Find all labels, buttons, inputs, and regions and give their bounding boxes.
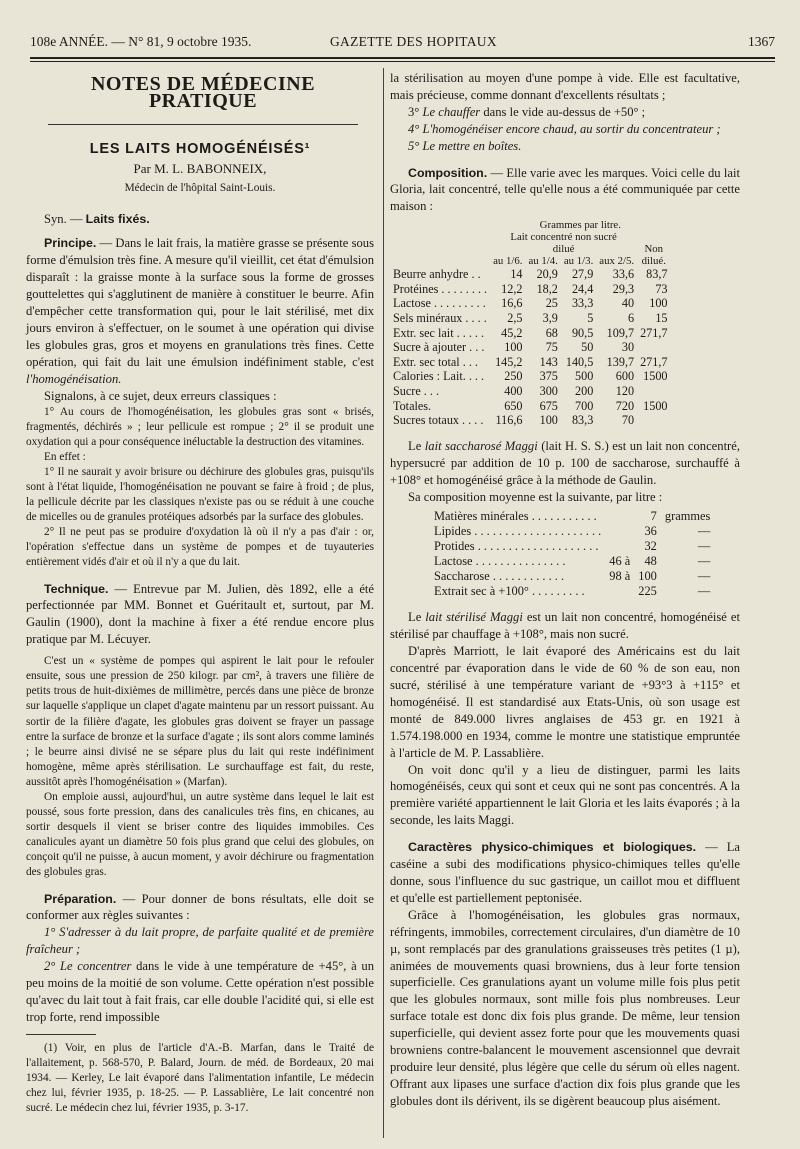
table-cell: 2,5 bbox=[507, 311, 523, 326]
table-cell: 36 bbox=[644, 524, 657, 539]
row-label: Saccharose . . . . . . . . . . . . bbox=[434, 569, 565, 584]
signalons-paragraph: Signalons, à ce sujet, deux erreurs classiques : bbox=[44, 388, 277, 403]
table-cell: 75 bbox=[545, 340, 558, 355]
table-cell: 200 bbox=[575, 384, 594, 398]
table-row bbox=[390, 413, 671, 428]
quote-paragraph: C'est un « système de pompes qui aspirent le lait pour le refouler ensuite, sous une pression de 250 kilogr. par cm², à travers une filière de petits trous de huit-dixièmes de millimètre, percés dans une pièce de bronze sur laquelle s'applique un clapet d'agate maintenu par un ressort puissant. Au sortir de la filière d'agate, les globules gras doivent se frayer un passage entre la surface de bronze et la surface d'agate ; ils sont alors comme laminés ; le beurre ainsi divisé ne se sépare plus du lait qui reste indéfiniment homogène, même après stérilisation. Le surchauffage est fait, du reste, aussitôt après l'homogénéisation » (Marfan). bbox=[26, 655, 374, 788]
step-4: 4° L'homogénéiser encore chaud, au sortir du concentrateur ; bbox=[408, 121, 721, 136]
table-cell: 271,7 bbox=[640, 325, 668, 340]
on-emploie-paragraph: On emploie aussi, aujourd'hui, un autre système dans lequel le lait est poussé, sous forte pression, dans des canalicules très fins, en chicanes, au sortir desquels il vient se briser contre des liquides immobiles. Ces canalicules ayant un diamètre 50 fois plus grand que celui des globules, on conçoit qu'il ne puisse, à aucun moment, y avoir déchirure ou fragmentation des globules gras. bbox=[26, 791, 374, 879]
row-label: Sels minéraux . . . . bbox=[393, 311, 487, 326]
table-cell: — bbox=[697, 524, 711, 539]
table-cell: 100 bbox=[638, 569, 657, 584]
table-cell: 225 bbox=[638, 584, 657, 599]
table-cell: 98 à bbox=[609, 569, 631, 584]
marriott-paragraph: D'après Marriott, le lait évaporé des Américains est du lait concentré par évaporation dans le vide de 60 % de son eau, non sucré, stérilisé à une température variant de +93°3 à +115° et homogénéisé. Il est standardisé aux Etats-Unis, où son usage est monté de 849.000 livres anglaises de 453 gr. en 1921 à 1.574.198.000 en 1934, comme le montre une statistique empruntée à l'article de M. P. Lassablière. bbox=[390, 644, 740, 760]
table-cell: 675 bbox=[539, 398, 558, 413]
sterilise-paragraph: Le lait stérilisé Maggi est un lait non concentré, homogénéisé et stérilisé par chauffage à +108°, mais non sucré. bbox=[390, 610, 740, 642]
table-cell: 109,7 bbox=[606, 325, 635, 340]
section-title: NOTES DE MÉDECINE PRATIQUE bbox=[48, 76, 358, 125]
table-cell bbox=[605, 584, 634, 599]
table-cell: 139,7 bbox=[606, 354, 635, 369]
table-cell: 24,4 bbox=[571, 281, 594, 296]
table-cell: 120 bbox=[615, 384, 635, 398]
table-grams-header: Grammes par litre. bbox=[539, 219, 621, 232]
table-cell: 27,9 bbox=[571, 267, 594, 282]
table-cell: 12,2 bbox=[501, 281, 523, 296]
table-row bbox=[430, 539, 714, 554]
table-group-header: Lait concentré non sucré bbox=[510, 231, 617, 244]
row-label: Lipides . . . . . . . . . . . . . . . . . . . . . bbox=[434, 524, 602, 539]
table-cell: 116,6 bbox=[495, 413, 523, 428]
author-affiliation: Médecin de l'hôpital Saint-Louis. bbox=[124, 181, 276, 194]
table-cell: 5 bbox=[587, 311, 594, 326]
maggi-paragraph: Le lait saccharosé Maggi (lait H. S. S.) est un lait non concentré, hypersucré par addition de 10 p. 100 de saccharose, surchauffé à +108° et homogénéisé grâce à la méthode de Gaulin. bbox=[390, 438, 740, 487]
table-cell: 500 bbox=[575, 369, 594, 384]
table-cell: 45,2 bbox=[501, 325, 523, 340]
table-cell: 14 bbox=[510, 267, 523, 282]
table-cell bbox=[637, 340, 670, 355]
footnote: (1) Voir, en plus de l'article d'A.-B. Marfan, dans le Traité de l'allaitement, p. 568-570, P. Balard, Journ. de méd. de Bordeaux, 20 mai 1934. — Kerley, Le lait évaporé dans l'alimentation infantile, Le médecin chez lui, février 1935, p. 18-25. — P. Lassablière, Le lait concentré non sucré. Le médecin chez lui, février 1935, p. 3-17. bbox=[26, 1041, 374, 1115]
table-cell: 600 bbox=[615, 369, 635, 384]
on-voit-paragraph: On voit donc qu'il y a lieu de distinguer, parmi les laits homogénéisés, ceux qui sont et ceux qui ne sont pas concentrés. A la première variété appartiennent le lait Gloria et les laits évaporés ; à la seconde, les laits Maggi. bbox=[390, 762, 740, 828]
row-label: Extr. sec total . . . bbox=[393, 354, 478, 369]
en-effet-line: En effet : bbox=[44, 450, 86, 463]
table-cell: 720 bbox=[615, 398, 635, 413]
header-rule-thin bbox=[30, 61, 775, 62]
table-cell: — bbox=[697, 539, 711, 554]
table-nondilue-1: Non bbox=[644, 243, 664, 256]
composition-paragraph: Composition. — Elle varie avec les marques. Voici celle du lait Gloria, lait concentré, telle qu'elle nous a été communiquée par cette maison : bbox=[390, 165, 740, 214]
table-cell: 48 bbox=[644, 554, 657, 569]
table-col-header: au 1/4. bbox=[528, 255, 558, 268]
table-cell: 300 bbox=[539, 384, 558, 398]
left-column bbox=[26, 70, 374, 1116]
issue-info: 108e ANNÉE. — N° 81, 9 octobre 1935. bbox=[30, 34, 252, 49]
table-cell bbox=[637, 413, 670, 428]
table-cell: 375 bbox=[539, 369, 558, 384]
header-rule bbox=[30, 57, 775, 59]
table-cell: 30 bbox=[621, 340, 635, 355]
table-cell: 145,2 bbox=[495, 354, 523, 369]
table-row bbox=[430, 524, 714, 539]
table-row bbox=[390, 311, 671, 326]
row-label: Beurre anhydre . . bbox=[393, 267, 481, 282]
row-label: Lactose . . . . . . . . . . . . . . . bbox=[434, 554, 566, 569]
right-column bbox=[390, 70, 740, 1110]
table-cell: 73 bbox=[655, 281, 668, 296]
continuation-paragraph: la stérilisation au moyen d'une pompe à vide. Elle est facultative, mais précieuse, comme donnant d'excellents résultats ; bbox=[390, 71, 740, 102]
table-row bbox=[390, 326, 671, 341]
table-cell: 1500 bbox=[643, 369, 668, 384]
table-cell bbox=[637, 384, 670, 399]
grace-paragraph: Grâce à l'homogénéisation, les globules gras normaux, réfringents, immobiles, correctement circulaires, d'un diamètre de 10 µ, sont remplacés par des granulations graisseuses très petites (1 µ), animées de mouvements quasi browniens, dus à leur forte tension superficielle. Ces granulations ayant un volume mille fois plus petit que les globules normaux, sont mille fois plus nombreuses. Leur surface totale est donc dix fois plus grande. De même, leur tension superficielle, qui devient assez forte pour que les mouvements quasi browniens contre-balancent le mouvement ascensionnel que devrait produire leur densité, plus légère que celle du sérum où elles nagent. Offrant aux lipases une surface d'action dix fois plus grande que les globules dont ils dérivent, ils se digèrent beaucoup plus aisément. bbox=[390, 907, 740, 1108]
caracteres-paragraph: Caractères physico-chimiques et biologiques. — La caséine a subi des modifications physico-chimiques telles qu'elle donne, sous l'influence du suc gastrique, un caillot mou et diffluent et qu'elle est partiellement peptonisée. bbox=[390, 840, 740, 905]
step-5: 5° Le mettre en boîtes. bbox=[408, 138, 522, 153]
row-label: Extr. sec lait . . . . . bbox=[393, 325, 485, 340]
table-row bbox=[390, 384, 671, 399]
table-cell: 1500 bbox=[643, 398, 668, 413]
synonym-line: Syn. — Laits fixés. bbox=[44, 211, 150, 226]
table-cell: 50 bbox=[581, 340, 594, 355]
table-cell: 68 bbox=[545, 325, 558, 340]
table-row bbox=[430, 509, 714, 524]
table-row bbox=[430, 569, 714, 584]
table-cell: 83,7 bbox=[646, 267, 668, 282]
table-cell: 3,9 bbox=[542, 311, 558, 326]
running-header bbox=[30, 34, 775, 52]
row-label: Sucre . . . bbox=[393, 384, 440, 398]
table-cell: 33,6 bbox=[612, 267, 635, 282]
table-row bbox=[390, 399, 671, 414]
composition-table-body bbox=[390, 267, 671, 428]
table-cell: 33,3 bbox=[571, 296, 594, 311]
row-label: Sucres totaux . . . . bbox=[393, 413, 484, 428]
preparation-paragraph: Préparation. — Pour donner de bons résultats, elle doit se conformer aux règles suivantes : bbox=[26, 891, 374, 923]
prep-step-2: 2° Le concentrer dans le vide à une température de +45°, à un peu moins de la moitié de son volume. Cette opération n'est possible qu'avec du lait tout à fait frais, car elle double l'acidité qui, si elle est trop forte, rend impossible bbox=[26, 959, 374, 1024]
table-cell: 16,6 bbox=[501, 296, 523, 311]
table-cell: 18,2 bbox=[536, 281, 558, 296]
table-cell: 271,7 bbox=[640, 354, 668, 369]
table-cell: 25 bbox=[545, 296, 558, 311]
table-cell: 40 bbox=[621, 296, 635, 311]
table-cell: 20,9 bbox=[536, 267, 558, 282]
page-number: 1367 bbox=[748, 34, 775, 49]
table-cell: 650 bbox=[504, 398, 523, 413]
table-cell: 143 bbox=[539, 354, 558, 369]
error-paragraph: 1° Au cours de l'homogénéisation, les globules gras sont « brisés, fragmentés, déchirés » ; leur pellicule est rompue ; 2° il se produit une oxydation qui a pour conséquence inéluctable la destruction des vitamines. bbox=[26, 405, 374, 448]
column-divider bbox=[383, 68, 384, 1138]
row-label: Sucre à ajouter . . . bbox=[393, 340, 485, 355]
table-row bbox=[430, 584, 714, 599]
maggi-composition-table bbox=[430, 509, 714, 599]
article-author: Par M. L. BABONNEIX, bbox=[133, 160, 267, 176]
table-cell: — bbox=[697, 569, 711, 584]
table-dilue-header: dilué bbox=[552, 243, 575, 256]
table-cell bbox=[605, 509, 634, 524]
table-cell bbox=[605, 524, 634, 539]
row-label: Calories : Lait. . . . bbox=[393, 369, 485, 384]
table-row bbox=[390, 296, 671, 311]
table-nondilue-2: dilué. bbox=[641, 255, 666, 268]
section-header bbox=[48, 73, 358, 125]
composition-moyenne: Sa composition moyenne est la suivante, par litre : bbox=[408, 489, 663, 504]
table-cell: 100 bbox=[649, 296, 668, 311]
table-cell: 90,5 bbox=[571, 325, 594, 340]
table-cell: — bbox=[697, 554, 711, 569]
principe-paragraph: Principe. — Dans le lait frais, la matière grasse se présente sous forme d'émulsion très fine. A mesure qu'il vieillit, cet état d'émulsion disparaît : la graisse monte à la surface sous la forme de grosses gouttelettes qui s'agglutinent de manière à constituer le beurre. Afin d'empêcher cette transformation qui, pour le lait stérilisé, met dix jours environ à s'effectuer, on le soumet à une opération qui divise les globules gras, gros et moyens en granulations très fines. Cette opération, qui fait du lait une émulsion indéfiniment stable, c'est l'homogénéisation. bbox=[26, 236, 374, 386]
row-label: Protéines . . . . . . . . bbox=[393, 281, 488, 296]
prep-step-1: 1° S'adresser à du lait propre, de parfaite qualité et de première fraîcheur ; bbox=[26, 925, 374, 957]
table-row bbox=[390, 369, 671, 384]
table-cell: 32 bbox=[644, 539, 657, 554]
effet-point-2: 2° Il ne peut pas se produire d'oxydation là où il n'y a pas d'air : or, l'opération s'effectue dans un système de pompes et de tuyauteries entièrement vidés d'air et où il n'y a que du lait. bbox=[26, 526, 374, 569]
table-cell: 700 bbox=[575, 398, 594, 413]
table-cell: 100 bbox=[539, 413, 558, 428]
table-row bbox=[430, 554, 714, 569]
row-label: Extrait sec à +100° . . . . . . . . . bbox=[434, 584, 585, 599]
step-3: 3° Le chauffer dans le vide au-dessus de +50° ; bbox=[408, 104, 646, 119]
table-row bbox=[390, 282, 671, 297]
journal-name: GAZETTE DES HOPITAUX bbox=[330, 34, 497, 49]
table-cell: 70 bbox=[621, 413, 635, 428]
table-row bbox=[390, 267, 671, 282]
table-cell: 400 bbox=[504, 384, 523, 398]
table-cell: 6 bbox=[627, 311, 635, 326]
composition-table bbox=[390, 219, 671, 428]
table-cell: 100 bbox=[504, 340, 523, 355]
table-cell: grammes bbox=[664, 509, 711, 524]
table-cell: — bbox=[697, 584, 711, 599]
row-label: Matières minérales . . . . . . . . . . . bbox=[434, 509, 597, 524]
table-row bbox=[390, 340, 671, 355]
table-cell: 29,3 bbox=[612, 281, 635, 296]
table-col-header: au 1/6. bbox=[493, 255, 523, 268]
table-row bbox=[390, 355, 671, 370]
table-col-header: au 1/3. bbox=[563, 255, 594, 268]
table-cell: 46 à bbox=[609, 554, 631, 569]
footnote-rule bbox=[26, 1034, 96, 1035]
table-cell: 15 bbox=[655, 311, 668, 326]
technique-paragraph: Technique. — Entrevue par M. Julien, dès 1892, elle a été perfectionnée par MM. Bonnet et Guéritault et, surtout, par M. Gaulin (1900), dont la machine à fixer a été rendue encore plus pratique par M. Lécuyer. bbox=[26, 581, 374, 647]
table-cell: 140,5 bbox=[565, 354, 594, 369]
row-label: Lactose . . . . . . . . . bbox=[393, 296, 486, 311]
table-cell: 83,3 bbox=[571, 413, 594, 428]
table-cell bbox=[605, 539, 634, 554]
row-label: Protides . . . . . . . . . . . . . . . . . . . . bbox=[434, 539, 599, 554]
article-title: LES LAITS HOMOGÉNÉISÉS¹ bbox=[89, 140, 311, 157]
table-cell: 7 bbox=[650, 509, 657, 524]
table-col-header: aux 2/5. bbox=[599, 255, 635, 268]
table-cell: 250 bbox=[504, 369, 523, 384]
effet-point-1: 1° Il ne saurait y avoir brisure ou déchirure des globules gras, puisqu'ils sont à l'état liquide, l'homogénéisation ne pouvant se faire à froid ; de plus, la pellicule décrite par les classiques n'existe pas ou se réduit à une couche de micelles ou de granules protéiques adsorbés par la surface des globules. bbox=[26, 465, 374, 524]
row-label: Totales. bbox=[393, 398, 432, 413]
